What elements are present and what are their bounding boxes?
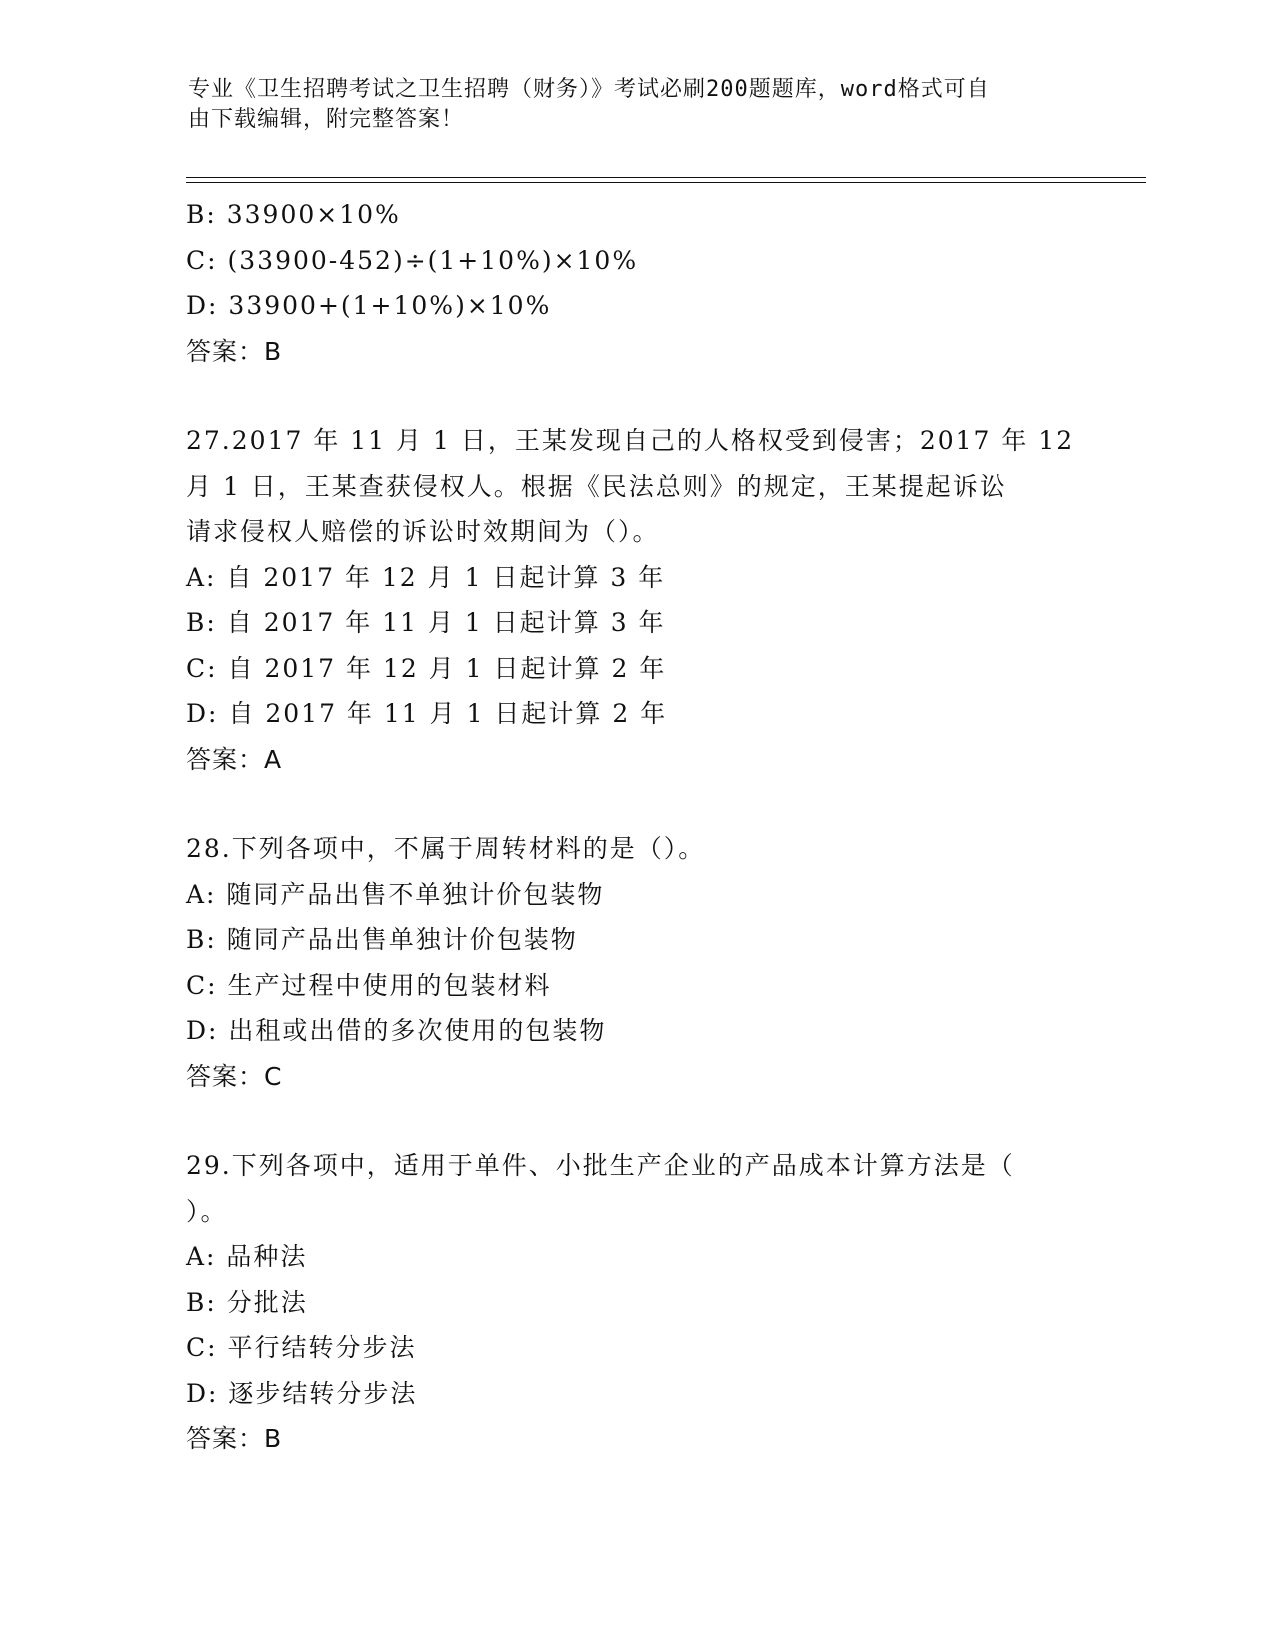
option-d: D: 33900+(1+10%)×10%: [186, 291, 552, 320]
option-c: C: 生产过程中使用的包装材料: [186, 970, 552, 1000]
option-b: B: 随同产品出售单独计价包装物: [186, 925, 578, 954]
option-b: B: 33900×10%: [186, 200, 401, 229]
spacer: [186, 1099, 1086, 1143]
option-c: C: 平行结转分步法: [186, 1333, 417, 1362]
answer-line: 答案：B: [186, 336, 283, 366]
option-a: A: 自 2017 年 12 月 1 日起计算 3 年: [186, 562, 666, 592]
option-a: A: 品种法: [186, 1242, 308, 1271]
header-divider-top: [186, 177, 1146, 178]
header-line-2: 由下载编辑，附完整答案！: [188, 107, 465, 132]
document-header: [188, 75, 1068, 135]
option-d: D: 出租或出借的多次使用的包装物: [186, 1016, 607, 1045]
option-c: C: (33900-452)÷(1+10%)×10%: [186, 245, 639, 275]
question-29: [186, 1143, 1086, 1462]
option-d: D: 逐步结转分步法: [186, 1378, 418, 1408]
spacer: [186, 782, 1086, 826]
question-stem-line: 29.下列各项中，适用于单件、小批生产企业的产品成本计算方法是（: [186, 1151, 1015, 1180]
answer-line: 答案：C: [186, 1061, 283, 1091]
question-stem-line: 27.2017 年 11 月 1 日，王某发现自己的人格权受到侵害；2017 年 12: [186, 426, 1075, 455]
option-d: D: 自 2017 年 11 月 1 日起计算 2 年: [186, 699, 668, 728]
question-stem-line: ）。: [186, 1196, 228, 1226]
answer-line: 答案：A: [186, 744, 283, 774]
question-stem-line: 28.下列各项中，不属于周转材料的是（）。: [186, 834, 706, 863]
question-27: [186, 418, 1086, 782]
option-b: B: 自 2017 年 11 月 1 日起计算 3 年: [186, 608, 666, 637]
option-b: B: 分批法: [186, 1287, 308, 1317]
option-c: C: 自 2017 年 12 月 1 日起计算 2 年: [186, 653, 667, 683]
answer-line: 答案：B: [186, 1424, 283, 1453]
header-line-1: 专业《卫生招聘考试之卫生招聘（财务）》考试必刷200题题库，word格式可自: [188, 77, 990, 102]
spacer: [186, 374, 1086, 418]
header-divider-bottom: [186, 182, 1146, 183]
option-a: A: 随同产品出售不单独计价包装物: [186, 879, 605, 909]
question-28: [186, 826, 1086, 1099]
question-stem-line: 月 1 日，王某查获侵权人。根据《民法总则》的规定，王某提起诉讼: [186, 471, 1007, 501]
question-list: [186, 192, 1086, 1462]
question-26-continued: [186, 192, 1086, 374]
question-stem-line: 请求侵权人赔偿的诉讼时效期间为（）。: [186, 517, 660, 546]
